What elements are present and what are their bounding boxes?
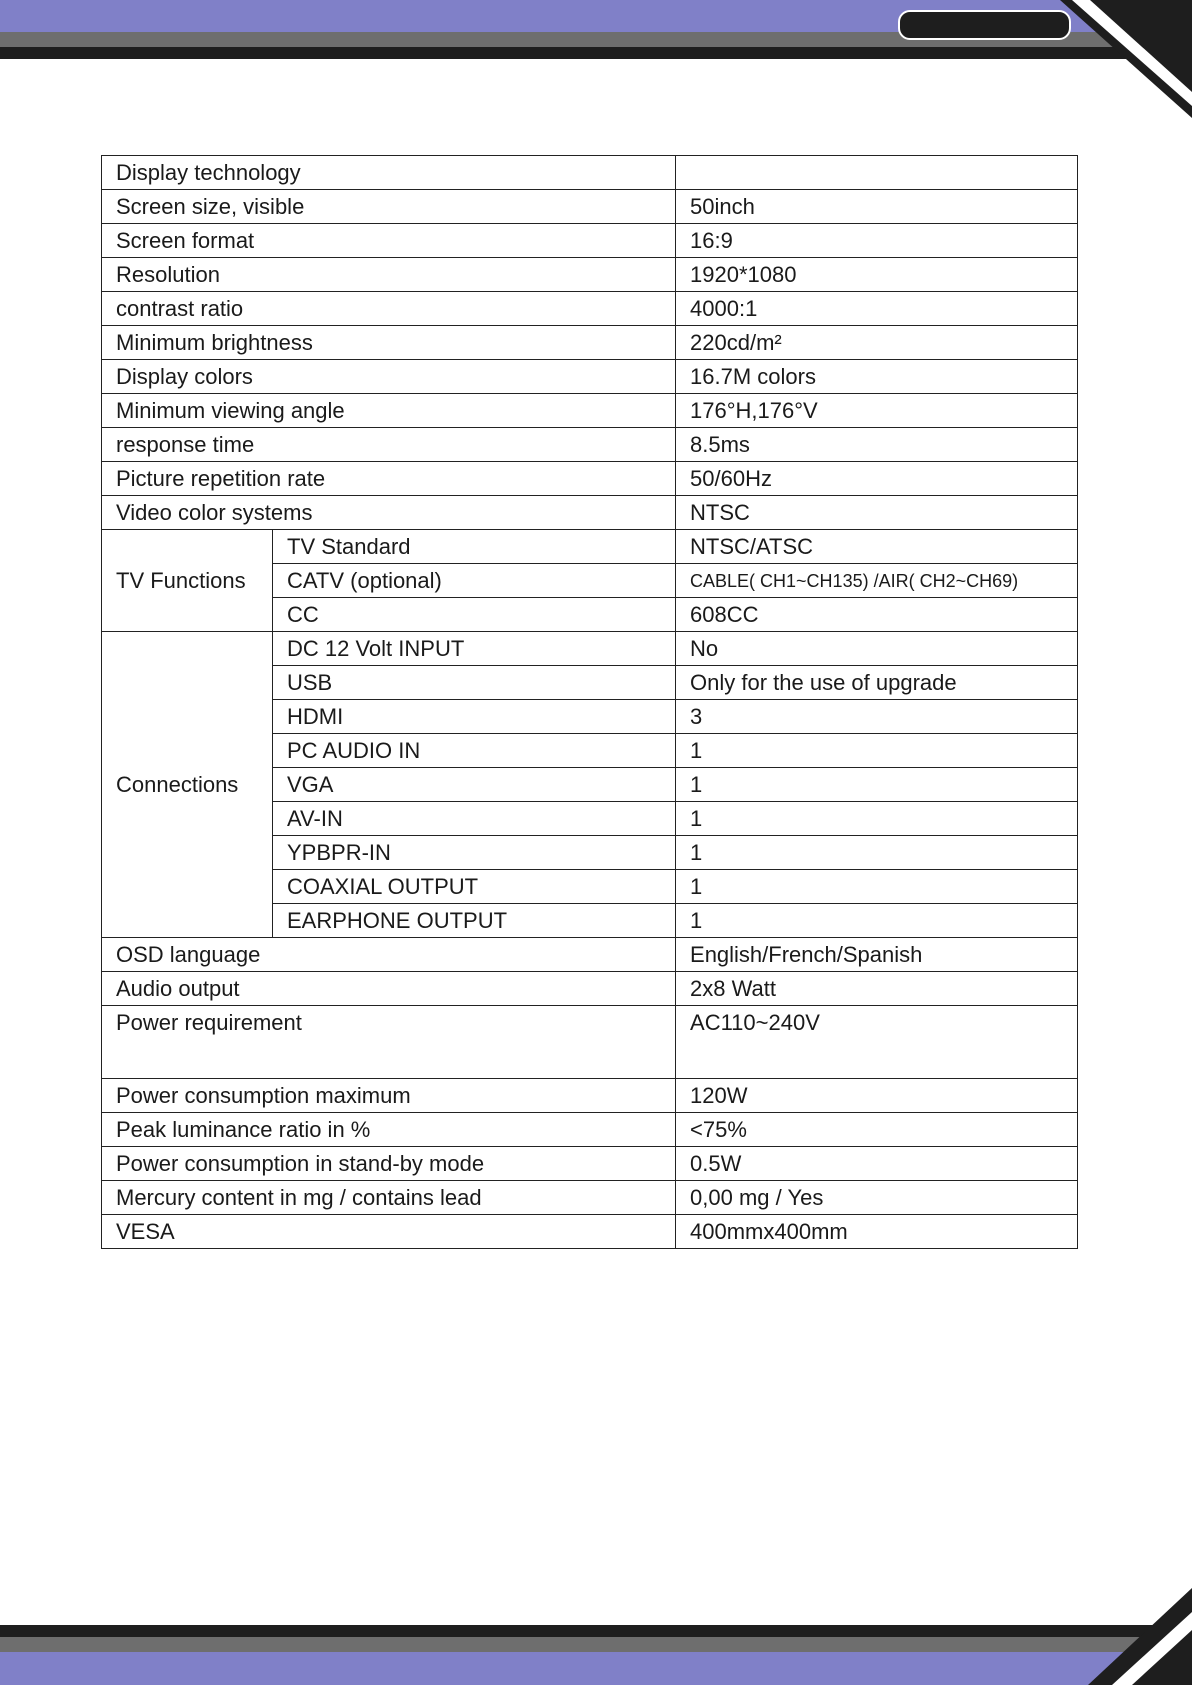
spec-table: [101, 155, 1078, 1249]
connections-group-label: Connections: [102, 632, 273, 938]
spec-label: Screen format: [102, 224, 676, 258]
tv-functions-group-label: TV Functions: [102, 530, 273, 632]
spec-label: Power consumption in stand-by mode: [102, 1147, 676, 1181]
spec-row: [102, 1113, 1078, 1147]
spec-value: NTSC: [676, 496, 1078, 530]
spec-value: 4000:1: [676, 292, 1078, 326]
spec-label: USB: [273, 666, 676, 700]
spec-value: 1: [676, 904, 1078, 938]
spec-row: [102, 394, 1078, 428]
spec-row: [102, 326, 1078, 360]
spec-label: Power requirement: [102, 1006, 676, 1079]
spec-label: Power consumption maximum: [102, 1079, 676, 1113]
spec-value: 1: [676, 802, 1078, 836]
spec-value: 16:9: [676, 224, 1078, 258]
spec-label: Video color systems: [102, 496, 676, 530]
spec-label: YPBPR-IN: [273, 836, 676, 870]
spec-label: HDMI: [273, 700, 676, 734]
spec-value: No: [676, 632, 1078, 666]
spec-row: [102, 1079, 1078, 1113]
spec-value: CABLE( CH1~CH135) /AIR( CH2~CH69): [676, 564, 1078, 598]
spec-row: [102, 1181, 1078, 1215]
spec-label: OSD language: [102, 938, 676, 972]
spec-row: [102, 428, 1078, 462]
spec-value: 1: [676, 870, 1078, 904]
spec-value: 1: [676, 836, 1078, 870]
spec-row: [102, 496, 1078, 530]
spec-value: 0,00 mg / Yes: [676, 1181, 1078, 1215]
spec-row: [102, 156, 1078, 190]
spec-label: Picture repetition rate: [102, 462, 676, 496]
spec-label: VGA: [273, 768, 676, 802]
spec-label: DC 12 Volt INPUT: [273, 632, 676, 666]
spec-label: response time: [102, 428, 676, 462]
spec-label: AV-IN: [273, 802, 676, 836]
spec-value: 1: [676, 734, 1078, 768]
spec-label: COAXIAL OUTPUT: [273, 870, 676, 904]
spec-row: [102, 972, 1078, 1006]
spec-value: <75%: [676, 1113, 1078, 1147]
spec-row: [102, 258, 1078, 292]
spec-value: 1920*1080: [676, 258, 1078, 292]
spec-label: Display technology: [102, 156, 676, 190]
spec-label: Mercury content in mg / contains lead: [102, 1181, 676, 1215]
spec-row: [102, 1215, 1078, 1249]
spec-value: NTSC/ATSC: [676, 530, 1078, 564]
spec-value: English/French/Spanish: [676, 938, 1078, 972]
spec-value: 1: [676, 768, 1078, 802]
spec-label: Audio output: [102, 972, 676, 1006]
spec-label: EARPHONE OUTPUT: [273, 904, 676, 938]
spec-label: PC AUDIO IN: [273, 734, 676, 768]
spec-value: 50/60Hz: [676, 462, 1078, 496]
spec-label: Minimum brightness: [102, 326, 676, 360]
spec-row: [102, 938, 1078, 972]
spec-row: [102, 190, 1078, 224]
spec-value: 400mmx400mm: [676, 1215, 1078, 1249]
spec-value: 2x8 Watt: [676, 972, 1078, 1006]
spec-value: 3: [676, 700, 1078, 734]
spec-row: [102, 632, 1078, 666]
spec-row: [102, 462, 1078, 496]
spec-row: [102, 224, 1078, 258]
spec-label: TV Standard: [273, 530, 676, 564]
spec-value: [676, 156, 1078, 190]
spec-value: 8.5ms: [676, 428, 1078, 462]
spec-label: Screen size, visible: [102, 190, 676, 224]
spec-label: CC: [273, 598, 676, 632]
spec-label: Minimum viewing angle: [102, 394, 676, 428]
spec-value: 16.7M colors: [676, 360, 1078, 394]
spec-row: [102, 360, 1078, 394]
spec-row: [102, 1147, 1078, 1181]
spec-label: CATV (optional): [273, 564, 676, 598]
spec-value: 220cd/m²: [676, 326, 1078, 360]
header-tab: [899, 11, 1070, 39]
spec-value: 50inch: [676, 190, 1078, 224]
page-header-decoration: [0, 0, 1192, 130]
spec-value: 0.5W: [676, 1147, 1078, 1181]
spec-label: Peak luminance ratio in %: [102, 1113, 676, 1147]
spec-row: [102, 292, 1078, 326]
spec-row: [102, 530, 1078, 564]
spec-value: 176°H,176°V: [676, 394, 1078, 428]
spec-row: [102, 1006, 1078, 1079]
spec-label: Resolution: [102, 258, 676, 292]
spec-value: 120W: [676, 1079, 1078, 1113]
spec-value: 608CC: [676, 598, 1078, 632]
spec-value: Only for the use of upgrade: [676, 666, 1078, 700]
spec-value: AC110~240V: [676, 1006, 1078, 1079]
spec-label: Display colors: [102, 360, 676, 394]
spec-label: VESA: [102, 1215, 676, 1249]
spec-label: contrast ratio: [102, 292, 676, 326]
